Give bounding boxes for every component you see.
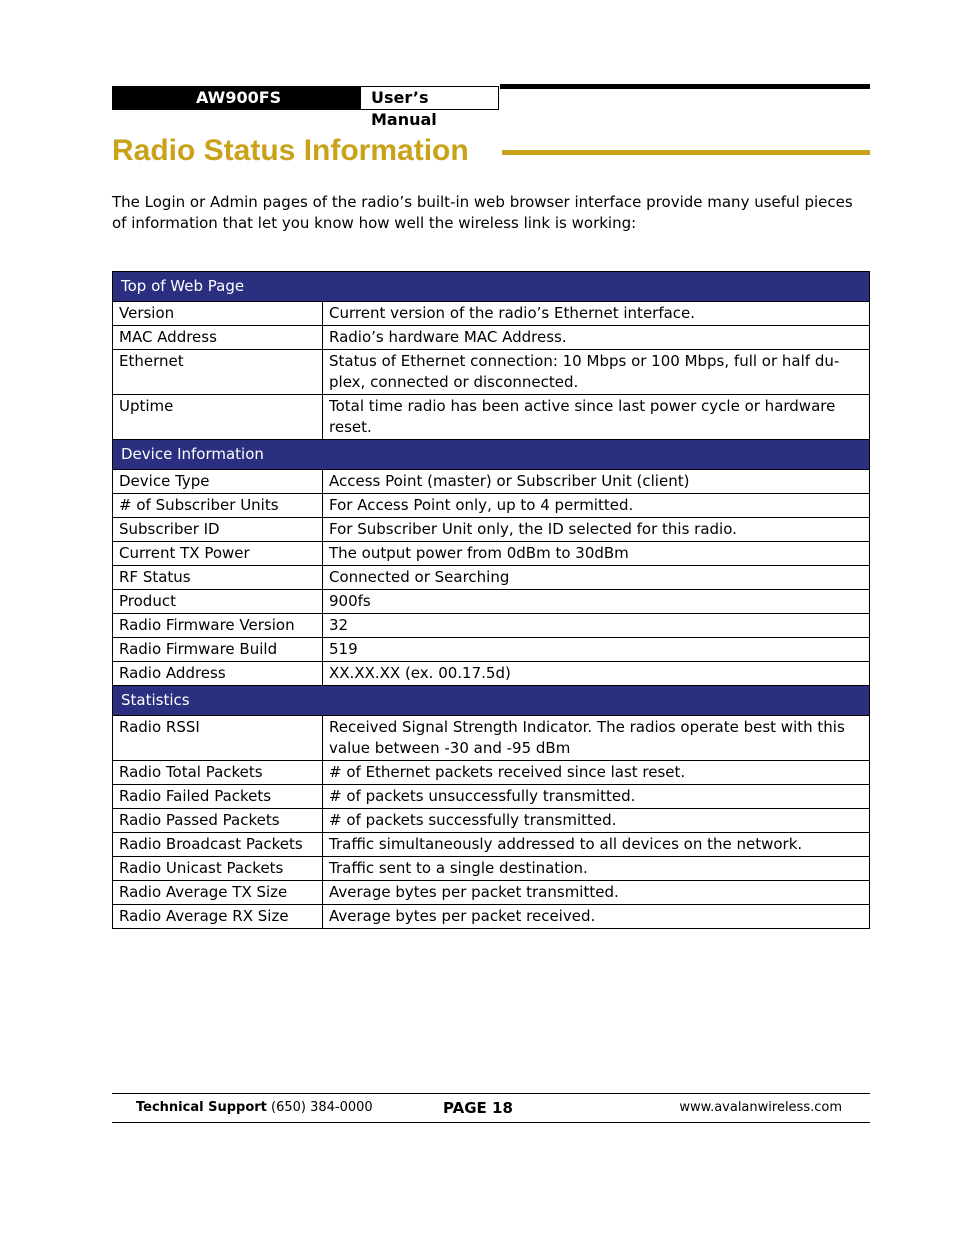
footer-support-label: Technical Support xyxy=(136,1100,267,1115)
field-name: Ethernet xyxy=(113,350,323,395)
footer-support-phone: (650) 384-0000 xyxy=(271,1100,373,1115)
section-header-row xyxy=(113,272,870,302)
field-name: Radio RSSI xyxy=(113,716,323,761)
footer-support xyxy=(136,1100,373,1115)
table-row xyxy=(113,761,870,785)
field-name: Radio Unicast Packets xyxy=(113,857,323,881)
table-row xyxy=(113,638,870,662)
field-description: # of Ethernet packets received since last reset. xyxy=(323,761,870,785)
field-description: Current version of the radio’s Ethernet interface. xyxy=(323,302,870,326)
table-row xyxy=(113,785,870,809)
field-name: Radio Address xyxy=(113,662,323,686)
intro-paragraph: The Login or Admin pages of the radio’s built-in web browser interface provide many useful pieces of information that let you know how well the wireless link is working: xyxy=(112,193,853,232)
section-header-row xyxy=(113,440,870,470)
table-row xyxy=(113,881,870,905)
field-name: Version xyxy=(113,302,323,326)
field-name: Radio Average TX Size xyxy=(113,881,323,905)
table-row xyxy=(113,662,870,686)
field-description: 519 xyxy=(323,638,870,662)
table-row xyxy=(113,716,870,761)
section-heading: Statistics xyxy=(113,686,870,716)
table-row xyxy=(113,809,870,833)
field-description: XX.XX.XX (ex. 00.17.5d) xyxy=(323,662,870,686)
title-row xyxy=(112,132,870,172)
section-header-row xyxy=(113,686,870,716)
title-rule xyxy=(502,150,870,155)
field-description: 32 xyxy=(323,614,870,638)
field-name: Radio Total Packets xyxy=(113,761,323,785)
field-description: Average bytes per packet transmitted. xyxy=(323,881,870,905)
field-description: For Subscriber Unit only, the ID selected for this radio. xyxy=(323,518,870,542)
table-row xyxy=(113,518,870,542)
table-row xyxy=(113,302,870,326)
field-name: RF Status xyxy=(113,566,323,590)
section-heading: Device Information xyxy=(113,440,870,470)
table-row xyxy=(113,470,870,494)
manual-label: User’s Manual xyxy=(360,86,499,110)
field-name: Product xyxy=(113,590,323,614)
field-name: Uptime xyxy=(113,395,323,440)
field-name: Radio Failed Packets xyxy=(113,785,323,809)
field-description: # of packets successfully transmitted. xyxy=(323,809,870,833)
page-footer xyxy=(112,1093,870,1123)
field-description: Connected or Searching xyxy=(323,566,870,590)
header-rule xyxy=(500,84,870,89)
table-row xyxy=(113,326,870,350)
field-description: Total time radio has been active since last power cycle or hardware reset. xyxy=(323,395,870,440)
field-description: Traffic sent to a single destination. xyxy=(323,857,870,881)
table-row xyxy=(113,857,870,881)
footer-website: www.avalanwireless.com xyxy=(679,1100,842,1115)
field-name: Subscriber ID xyxy=(113,518,323,542)
table-row xyxy=(113,395,870,440)
field-name: Device Type xyxy=(113,470,323,494)
field-name: Radio Average RX Size xyxy=(113,905,323,929)
table-row xyxy=(113,494,870,518)
field-description: # of packets unsuccessfully transmitted. xyxy=(323,785,870,809)
field-name: Current TX Power xyxy=(113,542,323,566)
field-name: # of Subscriber Units xyxy=(113,494,323,518)
status-table-body xyxy=(113,272,870,929)
table-row xyxy=(113,566,870,590)
table-row xyxy=(113,350,870,395)
field-description: Received Signal Strength Indicator. The radios operate best with this value between -30 and -95 dBm xyxy=(323,716,870,761)
page-header xyxy=(112,84,870,129)
table-row xyxy=(113,614,870,638)
field-description: The output power from 0dBm to 30dBm xyxy=(323,542,870,566)
field-description: For Access Point only, up to 4 permitted. xyxy=(323,494,870,518)
field-description: Radio’s hardware MAC Address. xyxy=(323,326,870,350)
field-description: Traffic simultaneously addressed to all devices on the network. xyxy=(323,833,870,857)
field-description: Access Point (master) or Subscriber Unit (client) xyxy=(323,470,870,494)
field-name: Radio Passed Packets xyxy=(113,809,323,833)
field-name: MAC Address xyxy=(113,326,323,350)
footer-page-number: PAGE 18 xyxy=(443,1099,513,1117)
section-heading: Top of Web Page xyxy=(113,272,870,302)
field-description: Status of Ethernet connection: 10 Mbps or 100 Mbps, full or half du-plex, connected or disconnected. xyxy=(323,350,870,395)
page-title: Radio Status Information xyxy=(112,134,469,167)
status-table xyxy=(112,271,870,929)
field-name: Radio Firmware Version xyxy=(113,614,323,638)
field-description: Average bytes per packet received. xyxy=(323,905,870,929)
table-row xyxy=(113,542,870,566)
table-row xyxy=(113,905,870,929)
field-name: Radio Broadcast Packets xyxy=(113,833,323,857)
model-label: AW900FS xyxy=(112,86,360,110)
field-name: Radio Firmware Build xyxy=(113,638,323,662)
field-description: 900fs xyxy=(323,590,870,614)
table-row xyxy=(113,833,870,857)
table-row xyxy=(113,590,870,614)
